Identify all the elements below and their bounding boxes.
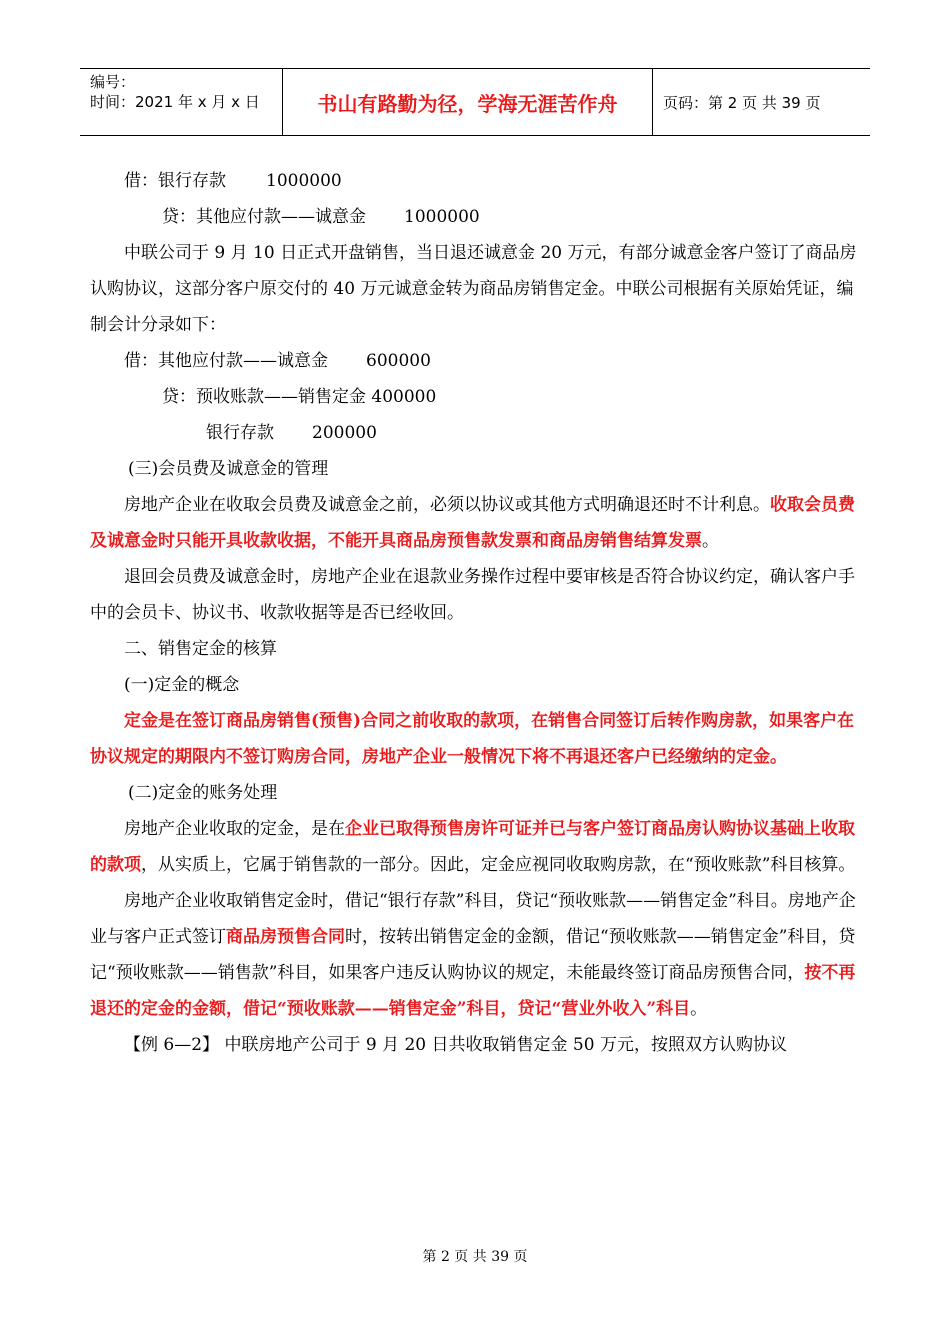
paragraph: 房地产企业收取的定金，是在企业已取得预售房许可证并已与客户签订商品房认购协议基础上收取的款项，从实质上，它属于销售款的一部分。因此，定金应视同收取购房款，在“预收账款”科目核算。	[90, 819, 856, 875]
section-heading: (三)会员费及诚意金的管理	[128, 459, 329, 479]
entry-line: 银行存款 200000	[206, 423, 377, 443]
entry-line: 借：其他应付款——诚意金 600000	[124, 351, 431, 371]
paragraph: 房地产企业收取销售定金时，借记“银行存款”科目，贷记“预收账款——销售定金”科目。房地产企业与客户正式签订商品房预售合同时，按转出销售定金的金额，借记“预收账款——销售定金”科目，贷记“预收账款——销售款”科目，如果客户违反认购协议的规定，未能最终签订商品房预售合同，按不再退还的定金的金额，借记“预收账款——销售定金”科目，贷记“营业外收入”科目。	[90, 891, 856, 1019]
document-body	[90, 163, 860, 1063]
time-label: 时间：2021 年 x 月 x 日	[90, 93, 260, 111]
section-heading: (一)定金的概念	[124, 675, 240, 695]
section-heading: 二、销售定金的核算	[124, 639, 277, 659]
entry-line: 借：银行存款 1000000	[124, 171, 342, 191]
page-footer: 第 2 页 共 39 页	[422, 1249, 528, 1265]
motto: 书山有路勤为径，学海无涯苦作舟	[283, 69, 653, 135]
paragraph: 退回会员费及诚意金时，房地产企业在退款业务操作过程中要审核是否符合协议约定，确认客户手中的会员卡、协议书、收款收据等是否已经收回。	[90, 567, 855, 623]
entry-line: 贷：其他应付款——诚意金 1000000	[162, 207, 480, 227]
header-left-cell	[80, 69, 283, 135]
number-label: 编号：	[90, 73, 136, 91]
highlighted-paragraph: 定金是在签订商品房销售(预售)合同之前收取的款项，在销售合同签订后转作购房款，如果客户在协议规定的期限内不签订购房合同，房地产企业一般情况下将不再退还客户已经缴纳的定金。	[90, 711, 855, 767]
page-info: 页码：第 2 页 共 39 页	[663, 93, 821, 112]
paragraph: 中联公司于 9 月 10 日正式开盘销售，当日退还诚意金 20 万元，有部分诚意金客户签订了商品房认购协议，这部分客户原交付的 40 万元诚意金转为商品房销售定金。中联公司根据有关原始凭证，编制会计分录如下：	[90, 243, 857, 335]
page-header	[80, 68, 870, 136]
entry-line: 贷：预收账款——销售定金 400000	[162, 387, 437, 407]
section-heading: (二)定金的账务处理	[128, 783, 278, 803]
paragraph: 【例 6—2】 中联房地产公司于 9 月 20 日共收取销售定金 50 万元，按照双方认购协议	[124, 1035, 787, 1055]
paragraph: 房地产企业在收取会员费及诚意金之前，必须以协议或其他方式明确退还时不计利息。收取会员费及诚意金时只能开具收款收据，不能开具商品房预售款发票和商品房销售结算发票。	[90, 495, 855, 551]
